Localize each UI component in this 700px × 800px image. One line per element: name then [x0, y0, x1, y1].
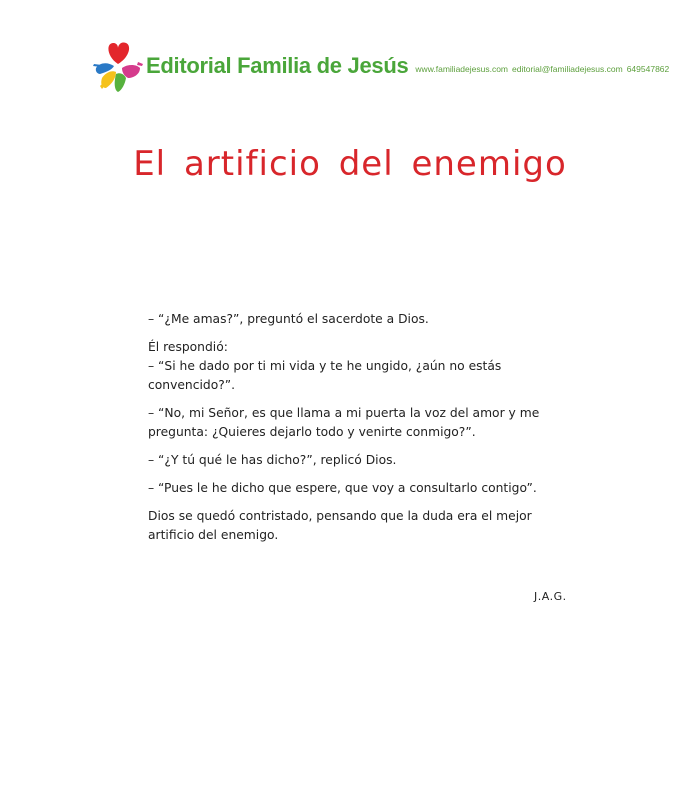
heart-hands-logo-icon — [92, 38, 144, 94]
paragraph: – “No, mi Señor, es que llama a mi puerta la voz del amor y me pregunta: ¿Quieres dejarlo todo y venirte conmigo?”. — [148, 406, 540, 439]
paragraph: – “Si he dado por ti mi vida y te he ungido, ¿aún no estás convencido?”. — [148, 359, 502, 392]
author-signature: J.A.G. — [534, 590, 567, 603]
story-body — [148, 310, 573, 554]
paragraph: Dios se quedó contristado, pensando que la duda era el mejor artificio del enemigo. — [148, 509, 532, 542]
page-title: El artificio del enemigo — [133, 144, 567, 184]
paragraph: Él respondió: — [148, 340, 228, 354]
paragraph: – “¿Y tú qué le has dicho?”, replicó Dios. — [148, 453, 397, 467]
phone-number: 649547862 — [626, 63, 670, 74]
paragraph: – “Pues le he dicho que espere, que voy a consultarlo contigo”. — [148, 481, 537, 495]
email-link[interactable]: editorial@familiadejesus.com — [512, 63, 623, 74]
publisher-name: Editorial Familia de Jesús — [146, 53, 409, 78]
publisher-header — [92, 38, 669, 94]
paragraph: – “¿Me amas?”, preguntó el sacerdote a Dios. — [148, 312, 429, 326]
contact-info — [415, 64, 669, 74]
website-link[interactable]: www.familiadejesus.com — [415, 63, 509, 74]
